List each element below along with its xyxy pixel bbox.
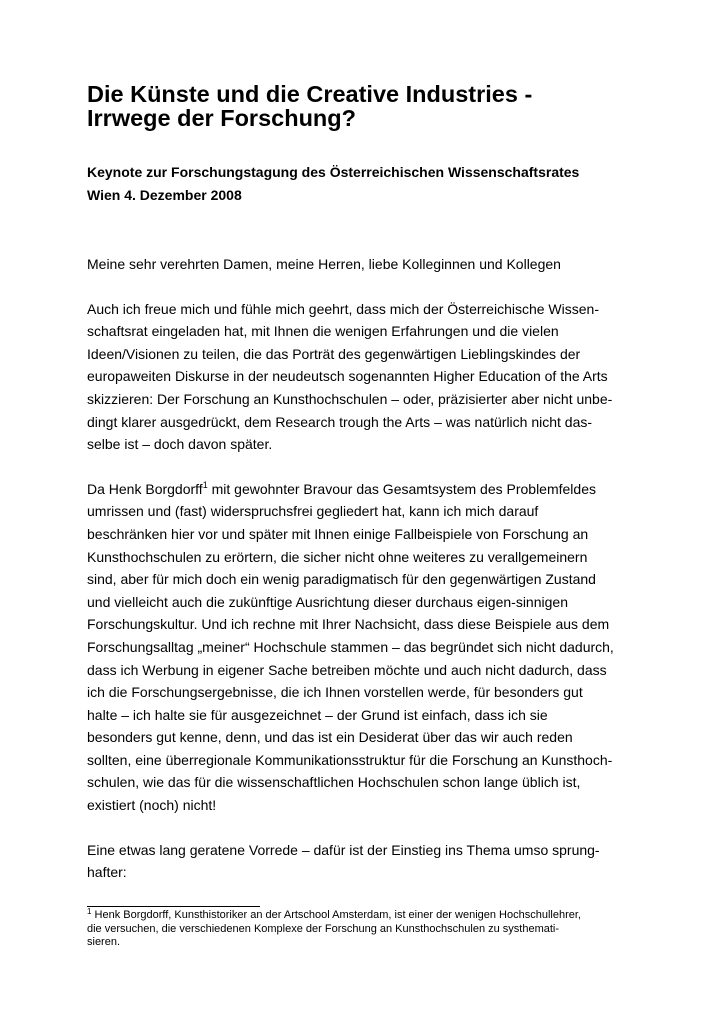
paragraph-line: existiert (noch) nicht! (87, 797, 217, 814)
paragraph-line: besonders gut kenne, denn, und das ist ein Desiderat über das wir auch reden (87, 729, 573, 746)
footnote-line: sieren. (87, 936, 121, 948)
paragraph-line: umrissen und (fast) widerspruchsfrei gegliedert hat, kann ich mich darauf (87, 503, 539, 520)
paragraph-line: Kunsthochschulen zu erörtern, die sicher nicht ohne weiteres zu verallgemeinern (87, 548, 588, 565)
footnote-divider (87, 906, 260, 907)
paragraph-line: dass ich Werbung in eigener Sache betreiben möchte und auch nicht dadurch, dass (87, 661, 607, 678)
paragraph-line: sind, aber für mich doch ein wenig paradigmatisch für den gegenwärtigen Zustand (87, 571, 596, 588)
paragraph-text: mit gewohnter Bravour das Gesamtsystem des Problemfeldes (207, 480, 596, 497)
paragraph-line: und vielleicht auch die zukünftige Ausrichtung dieser durchaus eigen-sinnigen (87, 593, 568, 610)
title-line: Irrwege der Forschung? (87, 105, 356, 131)
document-body (87, 253, 647, 884)
footnote-line (87, 909, 647, 923)
paragraph-2 (87, 478, 647, 817)
paragraph-line: Forschungsalltag „meiner“ Hochschule stammen – das begründet sich nicht dadurch, (87, 638, 614, 655)
paragraph-line: ich die Forschungsergebnisse, die ich Ihnen vorstellen werde, für besonders gut (87, 684, 583, 701)
footnote-text: Henk Borgdorff, Kunsthistoriker an der Artschool Amsterdam, ist einer der wenigen Hochschullehrer, (91, 909, 581, 921)
document-title (87, 82, 647, 130)
greeting-line: Meine sehr verehrten Damen, meine Herren, liebe Kolleginnen und Kollegen (87, 256, 561, 272)
paragraph-line: dingt klarer ausgedrückt, dem Research trough the Arts – was natürlich nicht das- (87, 413, 593, 430)
paragraph-line: Ideen/Visionen zu teilen, die das Porträt des gegenwärtigen Lieblingskindes der (87, 345, 581, 362)
paragraph-1 (87, 298, 647, 456)
footnote (87, 909, 647, 950)
footnote-marker: 1 (87, 907, 92, 916)
paragraph-line: skizzieren: Der Forschung an Kunsthochschulen – oder, präzisierter aber nicht unbe- (87, 390, 613, 407)
title-line: Die Künste und die Creative Industries - (87, 81, 533, 107)
paragraph-line: hafter: (87, 864, 127, 881)
paragraph-line: Eine etwas lang geratene Vorrede – dafür ist der Einstieg ins Thema umso sprung- (87, 841, 600, 858)
paragraph-3 (87, 839, 647, 884)
paragraph-line: Forschungskultur. Und ich rechne mit Ihrer Nachsicht, dass diese Beispiele aus dem (87, 616, 610, 633)
document-page (87, 82, 647, 884)
paragraph-line: selbe ist – doch davon später. (87, 436, 273, 453)
paragraph-line: schulen, wie das für die wissenschaftlichen Hochschulen schon lange üblich ist, (87, 774, 581, 791)
paragraph-line (87, 478, 647, 501)
paragraph-line: europaweiten Diskurse in der neudeutsch sogenannten Higher Education of the Arts (87, 368, 608, 385)
paragraph-line: Auch ich freue mich und fühle mich geehrt, dass mich der Österreichische Wissen- (87, 300, 599, 317)
document-subtitle (87, 161, 647, 207)
paragraph-line: beschränken hier vor und später mit Ihnen einige Fallbeispiele von Forschung an (87, 525, 589, 542)
paragraph-line: sollten, eine überregionale Kommunikationsstruktur für die Forschung an Kunsthoch- (87, 751, 613, 768)
footnote-reference[interactable]: 1 (202, 479, 208, 490)
footnote-line: die versuchen, die verschiedenen Komplexe der Forschung an Kunsthochschulen zu systhemati- (87, 922, 560, 935)
paragraph-line: schaftsrat eingeladen hat, mit Ihnen die wenigen Erfahrungen und die vielen (87, 323, 559, 340)
greeting-paragraph (87, 253, 647, 276)
paragraph-line: halte – ich halte sie für ausgezeichnet – der Grund ist einfach, dass ich sie (87, 706, 548, 723)
paragraph-text: Da Henk Borgdorff (87, 480, 203, 497)
subtitle-line: Keynote zur Forschungstagung des Österreichischen Wissenschaftsrates (87, 164, 580, 180)
subtitle-line: Wien 4. Dezember 2008 (87, 187, 242, 203)
